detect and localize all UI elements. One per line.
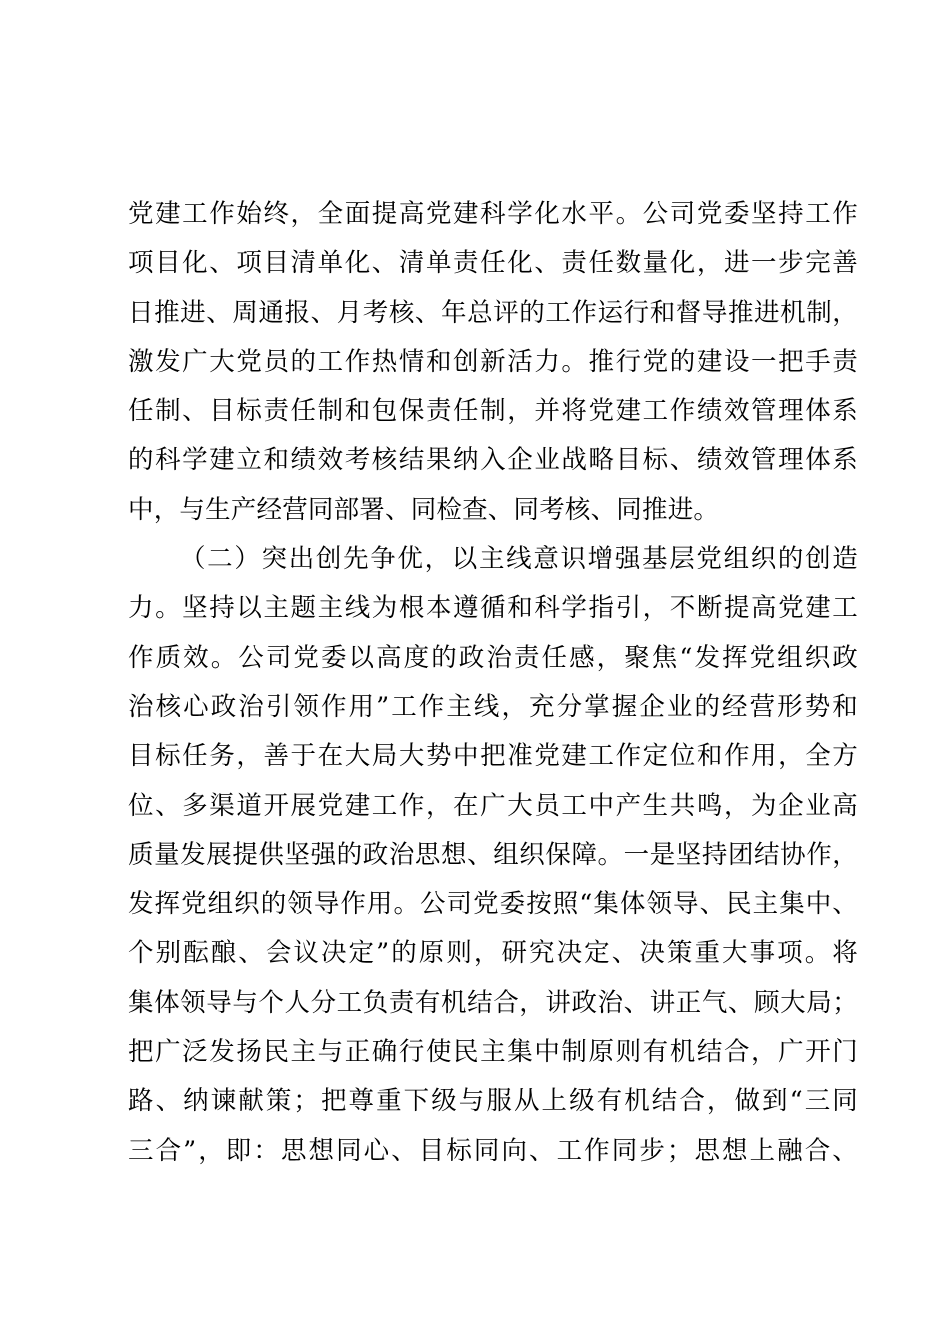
- text-line: 三合”，即：思想同心、目标同向、工作同步；思想上融合、: [128, 1135, 858, 1166]
- text-line: 任制、目标责任制和包保责任制，并将党建工作绩效管理体系: [128, 396, 858, 427]
- text-line: 位、多渠道开展党建工作，在广大员工中产生共鸣，为企业高: [128, 790, 858, 821]
- text-line: 质量发展提供坚强的政治思想、组织保障。一是坚持团结协作，: [128, 839, 858, 870]
- section-heading-line: （二）突出创先争优，以主线意识增强基层党组织的创造: [180, 544, 858, 575]
- text-line: 的科学建立和绩效考核结果纳入企业战略目标、绩效管理体系: [128, 445, 858, 476]
- text-line: 日推进、周通报、月考核、年总评的工作运行和督导推进机制，: [128, 297, 858, 328]
- body-text: [128, 190, 858, 1176]
- text-line: 党建工作始终，全面提高党建科学化水平。公司党委坚持工作: [128, 199, 858, 229]
- text-line: 项目化、项目清单化、清单责任化、责任数量化，进一步完善: [128, 248, 858, 279]
- text-line: 路、纳谏献策；把尊重下级与服从上级有机结合，做到“三同: [128, 1086, 858, 1117]
- text-line: 中，与生产经营同部署、同检查、同考核、同推进。: [128, 494, 720, 525]
- text-line: 发挥党组织的领导作用。公司党委按照“集体领导、民主集中、: [128, 889, 858, 920]
- text-line: 把广泛发扬民主与正确行使民主集中制原则有机结合，广开门: [128, 1037, 858, 1068]
- text-line: 作质效。公司党委以高度的政治责任感，聚焦“发挥党组织政: [128, 642, 858, 673]
- text-line: 力。坚持以主题主线为根本遵循和科学指引，不断提高党建工: [128, 593, 858, 624]
- text-line: 集体领导与个人分工负责有机结合，讲政治、讲正气、顾大局；: [128, 987, 858, 1018]
- text-line: 个别酝酿、会议决定”的原则，研究决定、决策重大事项。将: [128, 938, 858, 969]
- text-line: 目标任务，善于在大局大势中把准党建工作定位和作用，全方: [128, 741, 858, 772]
- text-line: 激发广大党员的工作热情和创新活力。推行党的建设一把手责: [128, 346, 858, 377]
- text-line: 治核心政治引领作用”工作主线，充分掌握企业的经营形势和: [128, 691, 858, 722]
